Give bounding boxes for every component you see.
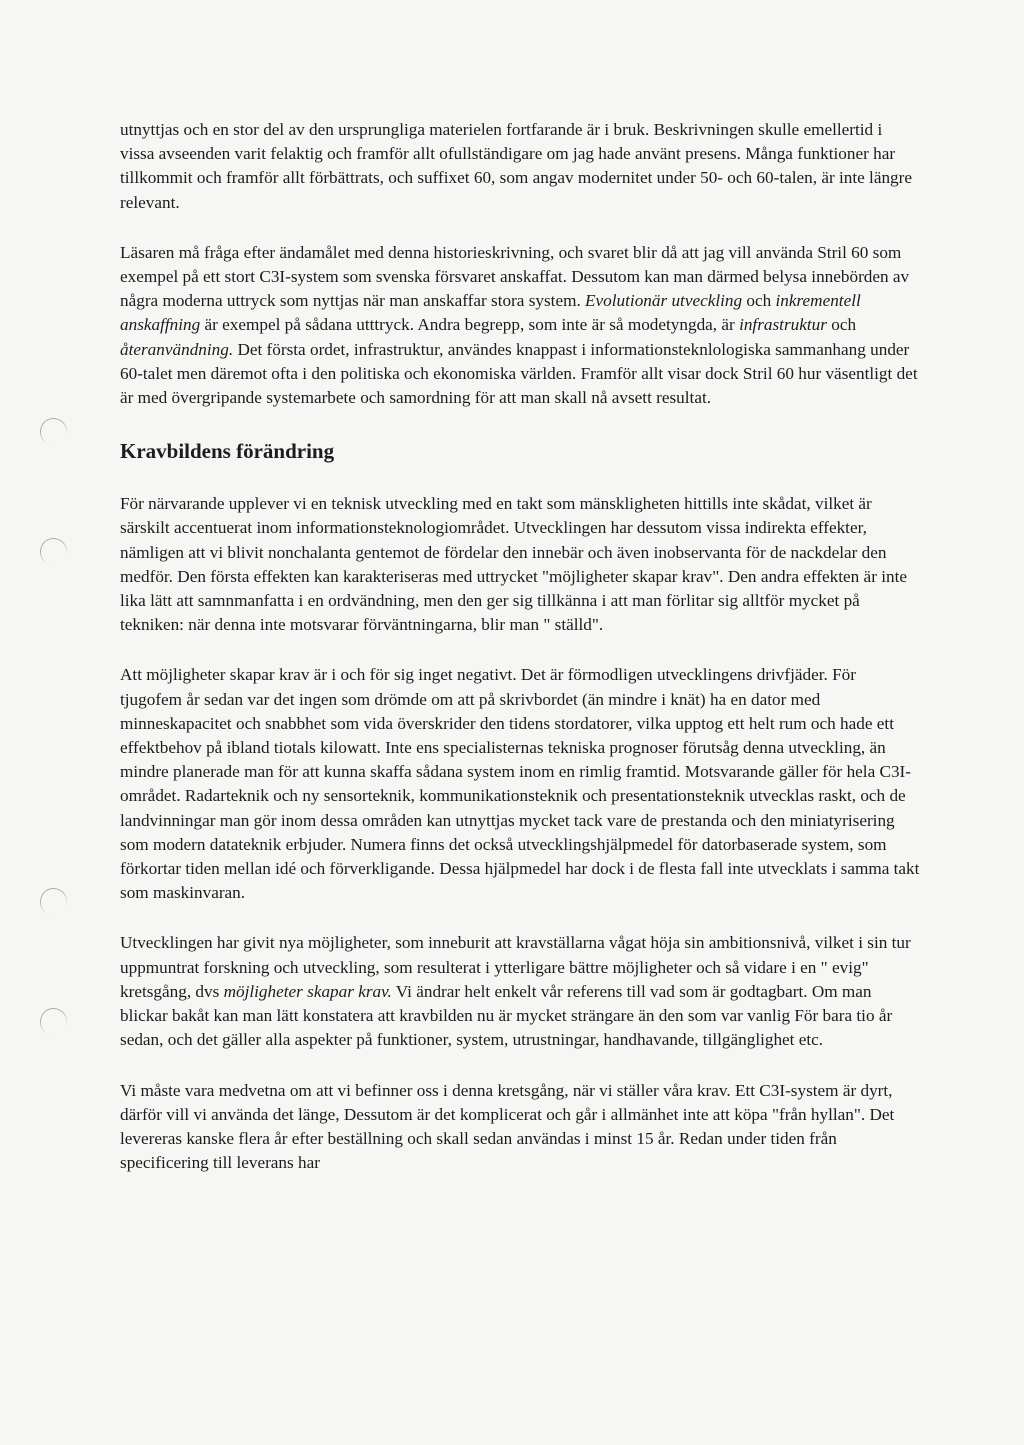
paragraphs-before-heading <box>120 118 920 410</box>
italic-term: inkrementell anskaffning <box>120 291 861 335</box>
section-heading: Kravbildens förändring <box>120 439 335 464</box>
text-run: är exempel på sådana utttryck. Andra begrepp, som inte är så modetyngda, är <box>200 315 740 335</box>
punch-hole-mark <box>36 534 71 569</box>
text-run: Utvecklingen har givit nya möjligheter, som inneburit att kravställarna vågat höja sin ambitionsnivå, vilket i sin tur uppmuntrat forskning och utveckling, som resulterat i ytterligare bättre möjligheter och så vidare i en " evig" kretsgång, dvs <box>120 933 911 1001</box>
paragraph <box>120 663 920 905</box>
paragraph <box>120 1079 920 1176</box>
text-run: Läsaren må fråga efter ändamålet med denna historieskrivning, och svaret blir då att jag vill använda Stril 60 som exempel på ett stort C3I-system som svenska försvaret anskaffat. Dessutom kan man därmed belysa innebörden av några moderna uttryck som nyttjas när man anskaffar stora system. <box>120 242 910 311</box>
text-run: utnyttjas och en stor del av den ursprungliga materielen fortfarande är i bruk. Beskrivningen skulle emellertid i vissa avseenden varit felaktig och framför allt ofullständigare om jag hade använt presens. Många funktioner har tillkommit och framför allt förbättrats, och suffixet 60, som angav modernitet under 50- och 60-talen, är inte längre relevant. <box>120 120 912 212</box>
text-run: och <box>826 315 857 335</box>
paragraph <box>120 931 920 1052</box>
italic-term: Evolutionär utveckling <box>585 291 743 311</box>
text-run: Vi ändrar helt enkelt vår referens till vad som är godtagbart. Om man blickar bakåt kan man lätt konstatera att kravbilden nu är mycket strängare än den som var vanlig För bara tio år sedan, och det gäller alla aspekter på funktioner, system, utrustningar, handhavande, tillgänglighet etc. <box>120 981 893 1050</box>
document-body <box>120 118 920 1201</box>
italic-term: återanvändning. <box>120 339 234 359</box>
punch-hole-mark <box>36 1004 71 1039</box>
italic-term: infrastruktur <box>739 315 827 335</box>
text-run: Att möjligheter skapar krav är i och för sig inget negativt. Det är förmodligen utvecklingens drivfjäder. För tjugofem år sedan var det ingen som drömde om att på skrivbordet (än mindre i knät) ha en dator med minneskapacitet och snabbhet som vida överskrider den tidens stordatorer, vilka upptog ett helt rum och hade ett effektbehov på ibland tiotals kilowatt. Inte ens specialisternas tekniska prognoser förutsåg denna utveckling, än mindre planerade man för att kunna skaffa sådana system inom en rimlig framtid. Motsvarande gäller för hela C3I-området. Radarteknik och ny sensorteknik, kommunikationsteknik och presentationsteknik utvecklas raskt, och de landvinningar man gör inom dessa områden kan utnyttjas mycket tack vare de prestanda och den miniatyrisering som modern datateknik erbjuder. Numera finns det också utvecklingshjälpmedel för datorbaserade system, som förkortar tiden mellan idé och förverkligande. Dessa hjälpmedel har dock i de flesta fall inte utvecklats i samma takt som maskinvaran. <box>120 665 920 903</box>
text-run: Vi måste vara medvetna om att vi befinner oss i denna kretsgång, när vi ställer våra krav. Ett C3I-system är dyrt, därför vill vi använda det länge, Dessutom är det komplicerat och går i allmänhet inte att köpa "från hyllan". Det levereras kanske flera år efter beställning och skall sedan användas i minst 15 år. Redan under tiden från specificering till leverans har <box>120 1080 895 1173</box>
text-run: Det första ordet, infrastruktur, användes knappast i informationsteknlologiska sammanhang under 60-talet men däremot ofta i den politiska och ekonomiska världen. Framför allt visar dock Stril 60 hur väsentligt det är med övergripande systemarbete och samordning för att man skall nå avsett resultat. <box>120 339 918 408</box>
italic-term: möjligheter skapar krav. <box>223 981 392 1001</box>
punch-hole-mark <box>36 884 71 919</box>
text-run: och <box>742 291 776 311</box>
paragraph <box>120 492 920 637</box>
paragraphs-after-heading <box>120 492 920 1175</box>
paragraph <box>120 241 920 410</box>
punch-hole-mark <box>36 414 71 449</box>
text-run: För närvarande upplever vi en teknisk utveckling med en takt som mänskligheten hittills inte skådat, vilket är särskilt accentuerat inom informationsteknologiområdet. Utvecklingen har dessutom vissa indirekta effekter, nämligen att vi blivit nonchalanta gentemot de fördelar den innebär och även inobservanta för de nackdelar den medför. Den första effekten kan karakteriseras med uttrycket "möjligheter skapar krav". Den andra effekten är inte lika lätt att samnmanfatta i en ordvändning, men den ger sig tillkänna i att man förlitar sig alltför mycket på tekniken: när denna inte motsvarar förväntningarna, blir man " ställd". <box>120 494 907 635</box>
paragraph <box>120 118 920 215</box>
